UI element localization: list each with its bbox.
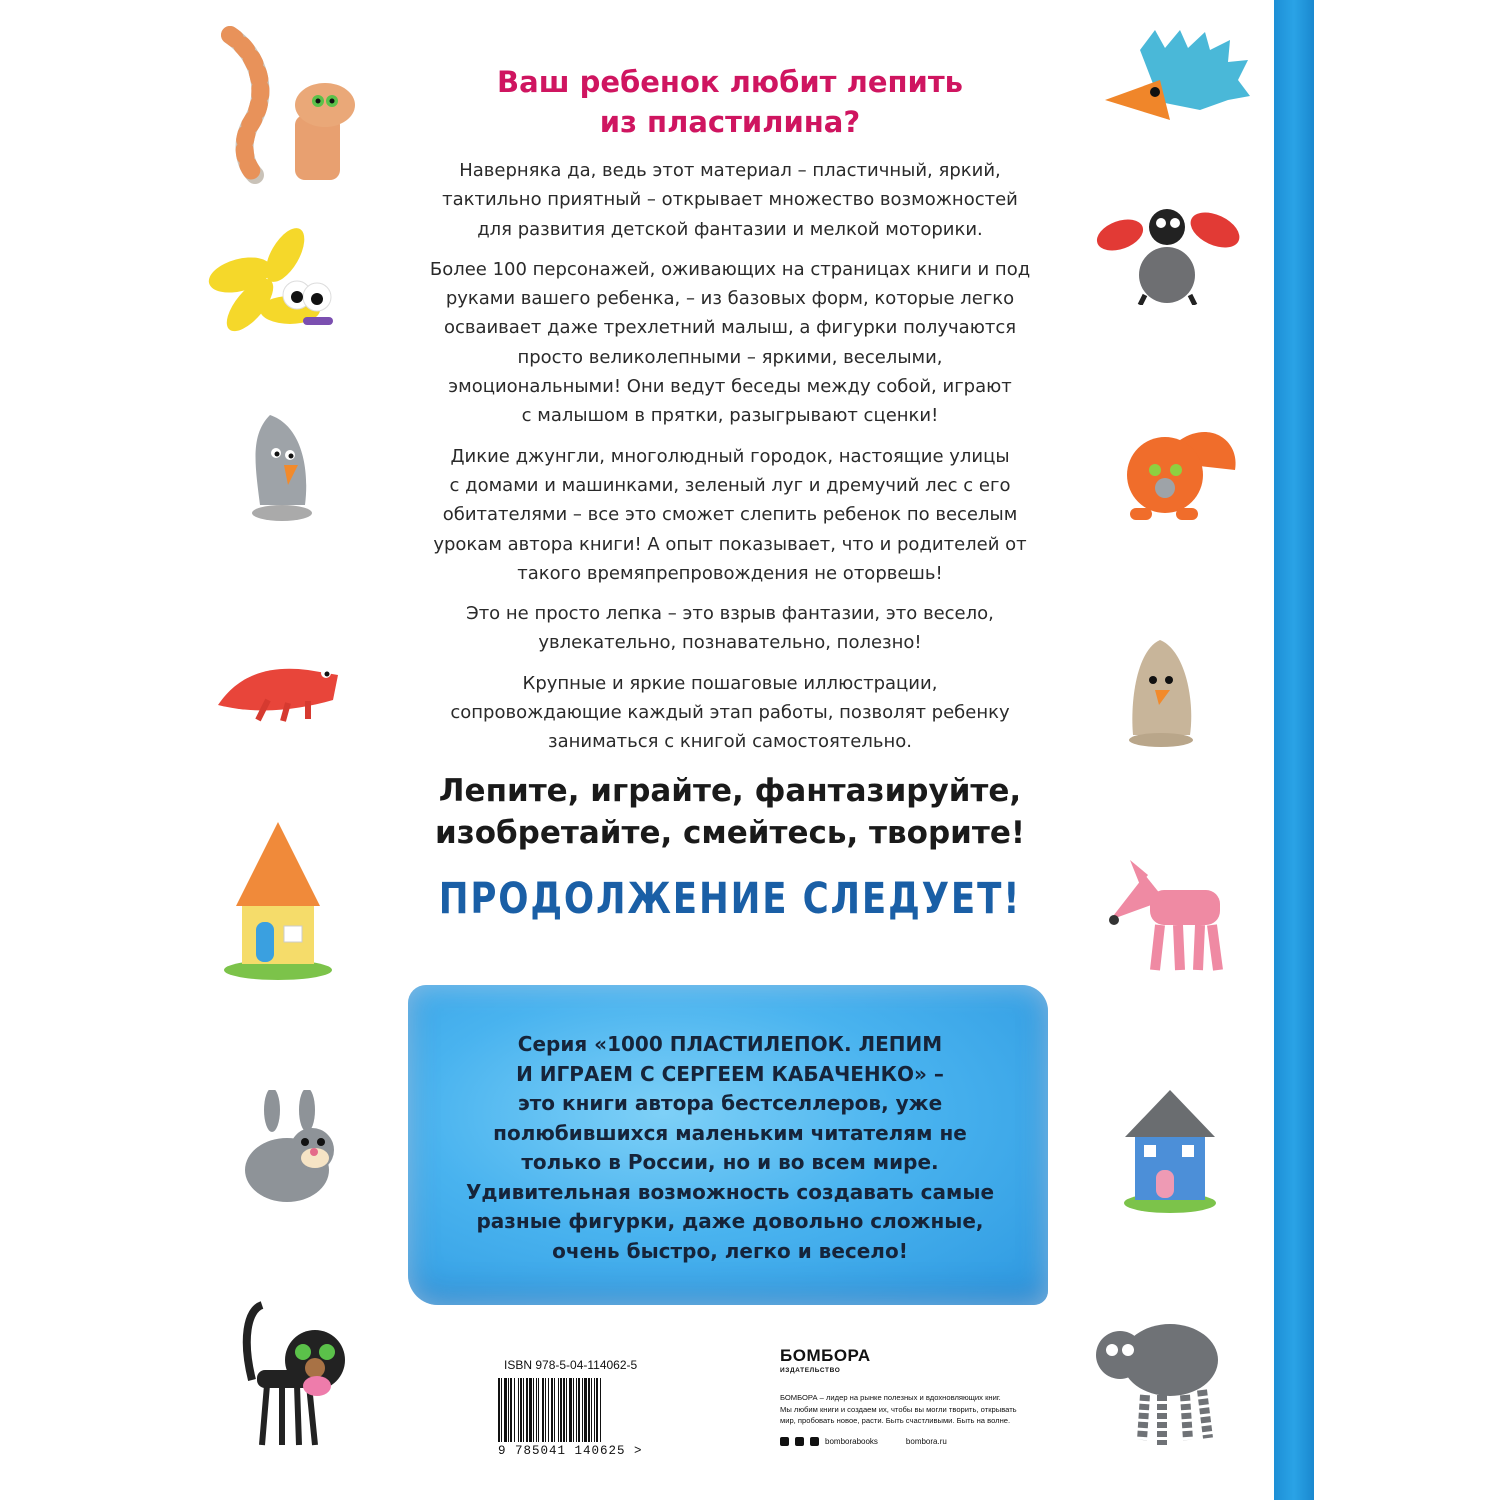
publisher-logo: БОМБОРА (780, 1346, 871, 1365)
instagram-icon (810, 1437, 819, 1446)
shrimp-figure (208, 645, 358, 725)
text-line: осваивает даже трехлетний малыш, а фигурки получаются (443, 317, 1017, 339)
publisher-description (780, 1392, 1040, 1427)
social-handle: bomborabooks (825, 1436, 878, 1446)
text-line: тактильно приятный – открывает множество возможностей (442, 189, 1018, 211)
slogan-line: изобретайте, смейтесь, творите! (435, 815, 1025, 851)
barcode-digits: 9 785041 140625 > (498, 1444, 643, 1458)
publisher-footer (780, 1437, 1040, 1446)
fox-figure (1110, 420, 1240, 530)
sheep-figure (1090, 1300, 1230, 1450)
description (400, 156, 1060, 768)
book-spine (1274, 0, 1314, 1500)
paragraph (400, 255, 1060, 431)
blue-house-figure (1120, 1085, 1220, 1215)
house-figure (222, 822, 334, 982)
slogan-line: Лепите, играйте, фантазируйте, (438, 773, 1022, 809)
headline-line: Ваш ребенок любит лепить (497, 65, 963, 99)
text-line: просто великолепными – яркими, веселыми, (517, 346, 943, 368)
series-line: это книги автора бестселлеров, уже (517, 1091, 943, 1115)
website: bombora.ru (905, 1436, 947, 1446)
headline (400, 62, 1060, 142)
barcode-bars (498, 1378, 738, 1442)
black-cat-figure (237, 1300, 357, 1450)
series-line: И ИГРАЕМ С СЕРГЕЕМ КАБАЧЕНКО» – (516, 1061, 944, 1086)
gnome-figure (1125, 640, 1205, 750)
series-line: полюбившихся маленьким читателям не (493, 1120, 967, 1145)
text-line: с домами и машинками, зеленый луг и дремучий лес с его (449, 474, 1011, 496)
publisher-desc-line: Мы любим книги и создаем их, чтобы вы могли творить, открывать (780, 1404, 1017, 1414)
paragraph (400, 156, 1060, 244)
text-line: сопровождающие каждый этап работы, позволят ребенку (450, 702, 1010, 724)
series-line: Удивительная возможность создавать самые (465, 1179, 995, 1204)
text-line: для развития детской фантазии и мелкой моторики. (477, 218, 983, 240)
publisher-block (780, 1347, 1040, 1446)
publisher-desc-line: мир, пробовать новое, расти. Быть счастливыми. Быть на волне. (780, 1416, 1011, 1425)
text-line: Более 100 персонажей, оживающих на страницах книги и под (429, 258, 1031, 280)
facebook-icon (780, 1437, 789, 1446)
text-line: руками вашего ребенка, – из базовых форм, которые легко (445, 288, 1015, 310)
text-line: урокам автора книги! А опыт показывает, что и родителей от (433, 533, 1027, 555)
text-line: эмоциональными! Они ведут беседы между собой, играют (448, 376, 1012, 398)
bird-figure (240, 405, 340, 525)
text-line: такого времяпрепровождения не оторвешь! (517, 562, 943, 584)
series-line: только в России, но и во всем мире. (521, 1150, 939, 1174)
series-line: очень быстро, легко и весело! (552, 1238, 908, 1263)
hedgehog-figure (1100, 30, 1250, 130)
paragraph (400, 599, 1060, 658)
publisher-subtitle: ИЗДАТЕЛЬСТВО (780, 1367, 841, 1374)
series-line: разные фигурки, даже довольно сложные, (476, 1209, 984, 1233)
text-line: Крупные и яркие пошаговые иллюстрации, (522, 672, 938, 694)
text-line: Дикие джунгли, многолюдный городок, настоящие улицы (450, 445, 1010, 467)
vk-icon (795, 1437, 804, 1446)
rabbit-figure (237, 1090, 347, 1210)
series-line: Серия «1000 ПЛАСТИЛЕПОК. ЛЕПИМ (517, 1032, 943, 1056)
text-line: Наверняка да, ведь этот материал – пластичный, яркий, (459, 160, 1001, 181)
paragraph (400, 669, 1060, 757)
publisher-desc-line: БОМБОРА – лидер на рынке полезных и вдохновляющих книг. (780, 1393, 1001, 1402)
barcode-gap (601, 1378, 602, 1442)
text-line: обитателями – все это сможет слепить ребенок по веселым (442, 504, 1018, 526)
continue-banner: ПРОДОЛЖЕНИЕ СЛЕДУЕТ! (438, 874, 1022, 924)
dragonfly-figure (205, 225, 345, 345)
text-line: заниматься с книгой самостоятельно. (548, 731, 912, 753)
text-line: с малышом в прятки, разыгрывают сценки! (521, 405, 939, 427)
paragraph (400, 442, 1060, 588)
series-description (440, 1030, 1020, 1266)
headline-line: из пластилина? (599, 105, 861, 139)
text-line: Это не просто лепка – это взрыв фантазии, это весело, (466, 603, 994, 625)
text-line: увлекательно, познавательно, полезно! (538, 632, 922, 654)
dog-figure (1100, 850, 1240, 980)
cat-figure (200, 25, 370, 185)
isbn-label: ISBN 978-5-04-114062-5 (504, 1358, 638, 1372)
slogan (400, 770, 1060, 854)
barcode-block (498, 1358, 738, 1458)
ladybug-figure (1095, 195, 1245, 305)
